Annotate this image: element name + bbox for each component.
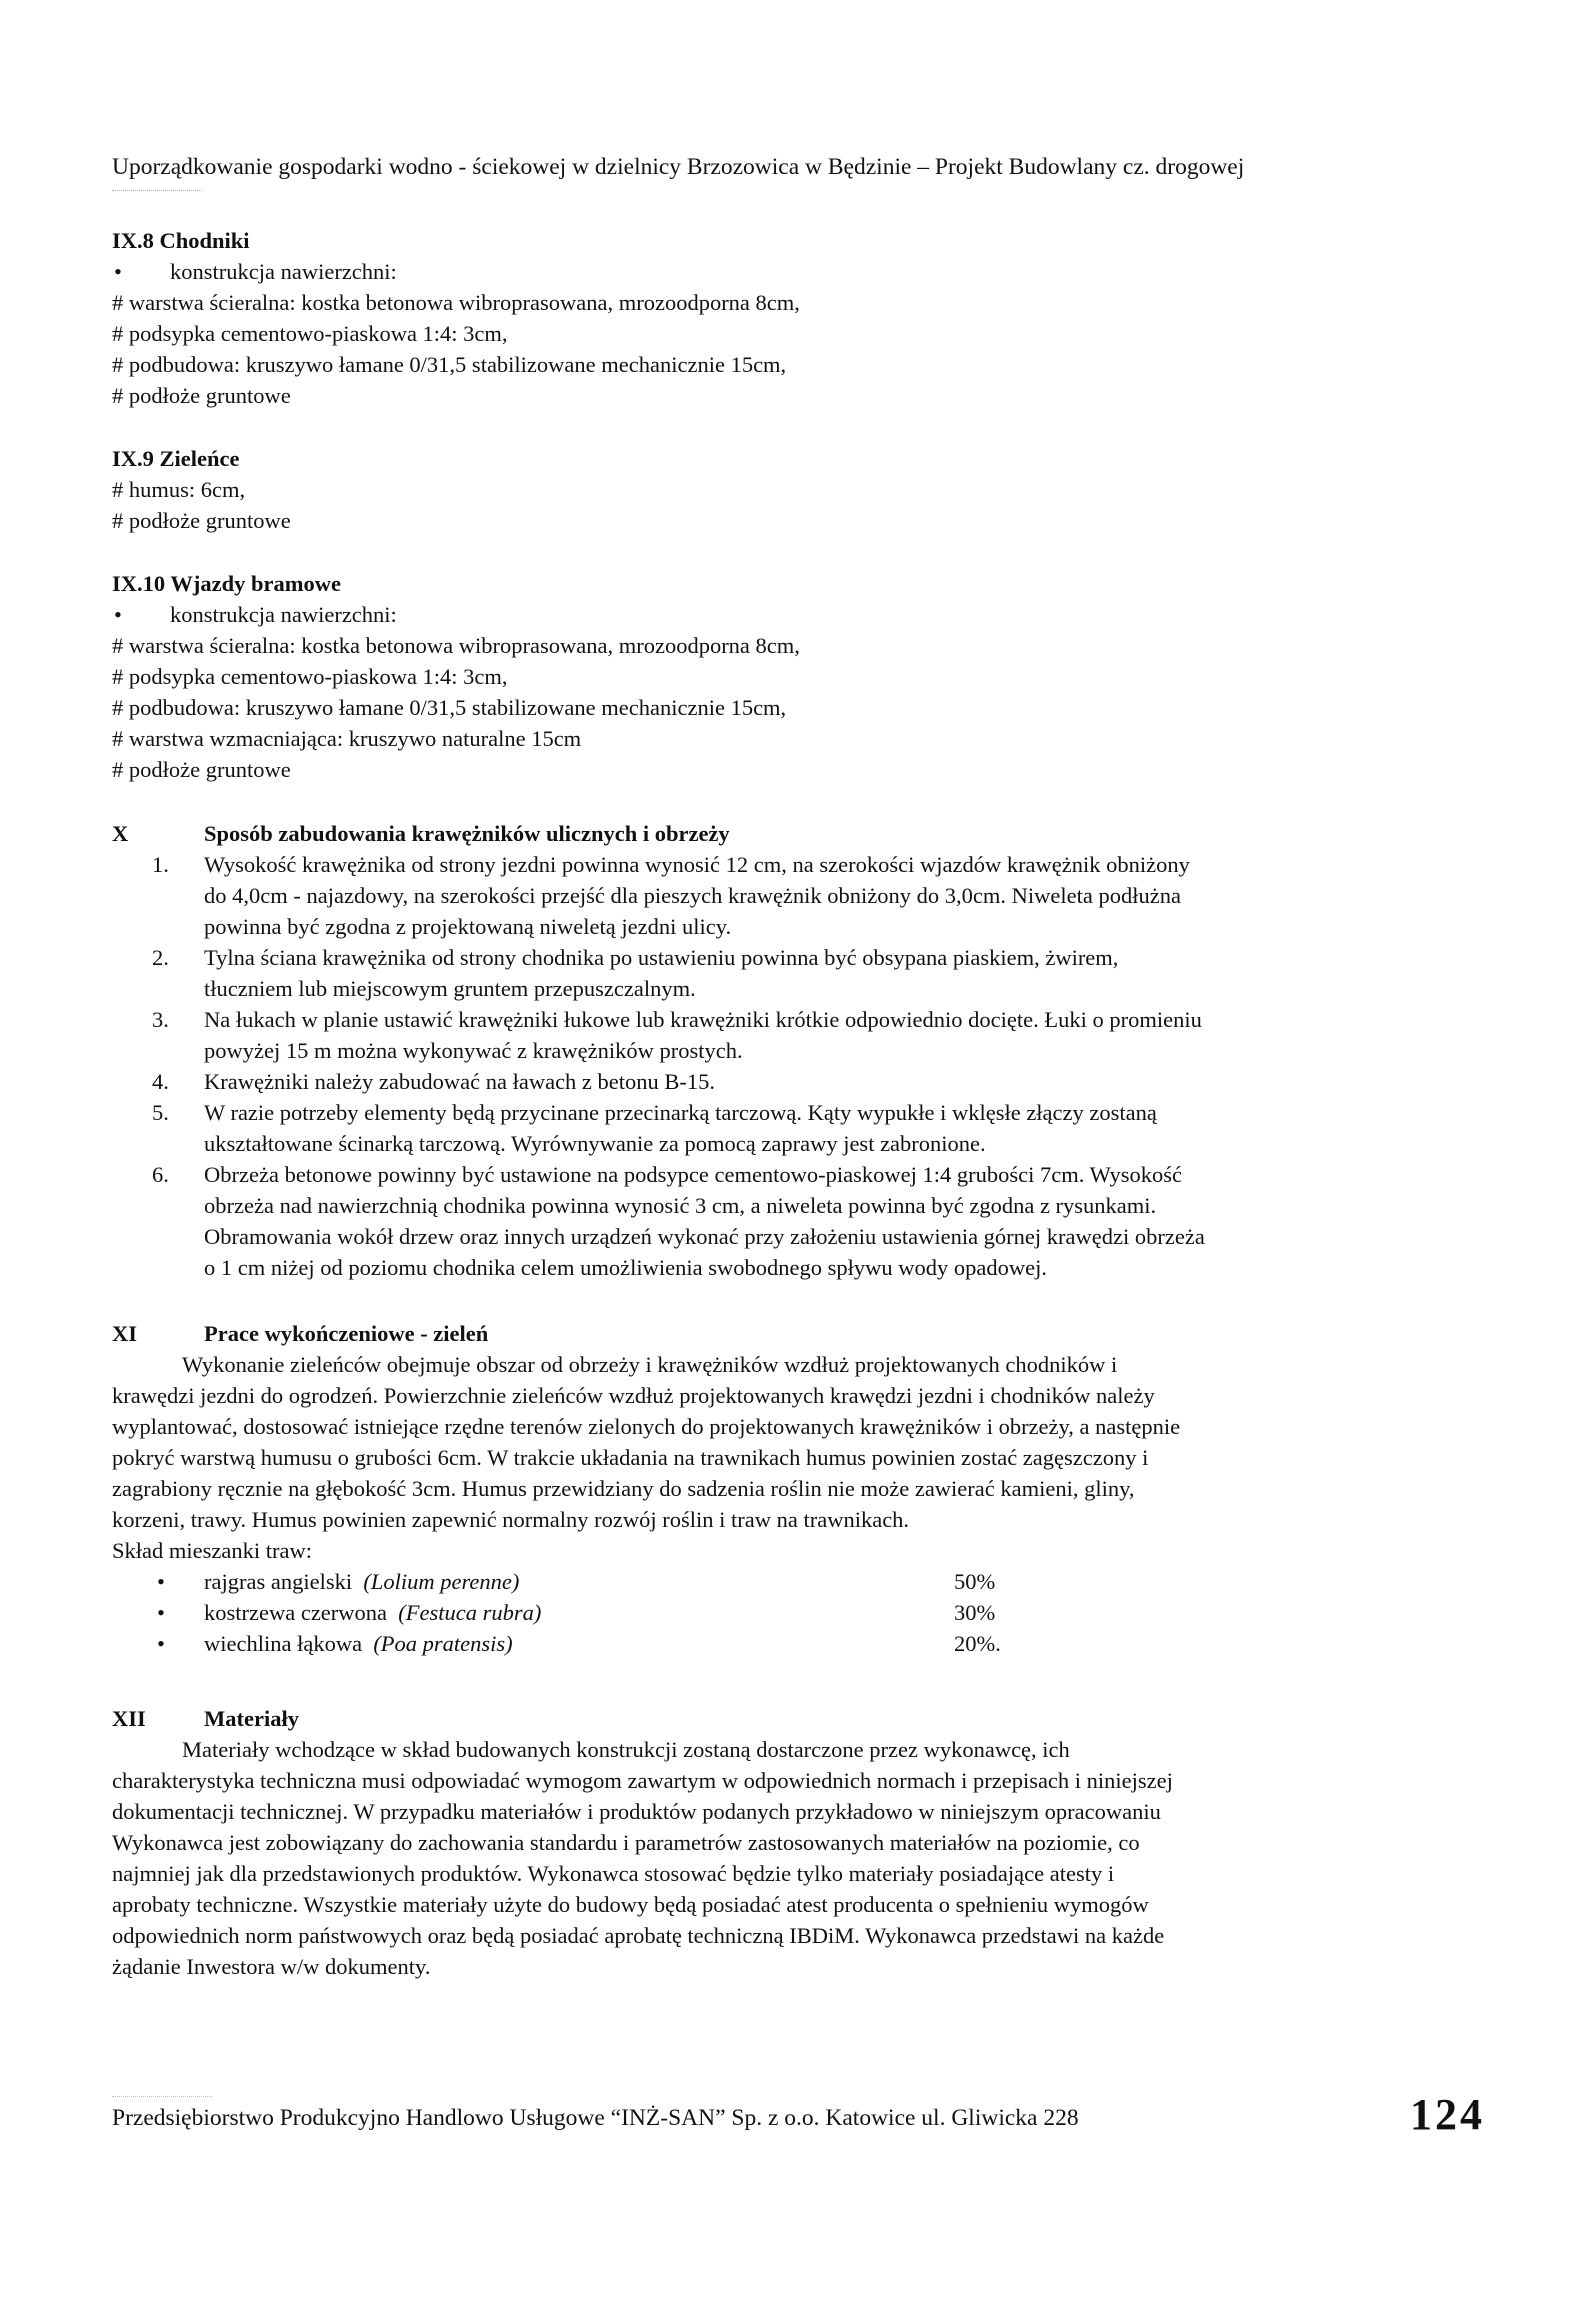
section-xii-number: XII [112,1706,146,1731]
paragraph-line: Wykonawca jest zobowiązany do zachowania standardu i parametrów zastosowanych materiałów na poziomie, co [112,1830,1140,1855]
list-item [112,1066,1492,1097]
list-item-line: ukształtowane ścinarką tarczową. Wyrównywanie za pomocą zaprawy jest zabronione. [204,1131,986,1156]
paragraph-line: Wykonanie zieleńców obejmuje obszar od obrzeży i krawężników wzdłuż projektowanych chodników i [182,1352,1118,1377]
footer-rule [112,2096,212,2097]
list-item-line: Obrzeża betonowe powinny być ustawione na podsypce cementowo-piaskowej 1:4 grubości 7cm. Wysokość [204,1162,1182,1187]
section-ix10-line: # warstwa wzmacniająca: kruszywo naturalne 15cm [112,726,582,751]
list-item-line: obrzeża nad nawierzchnią chodnika powinna wynosić 3 cm, a niweleta powinna być zgodna z rysunkami. [204,1193,1157,1218]
bullet-icon: • [157,1600,165,1625]
list-item [112,942,1492,1004]
list-item-line: Krawężniki należy zabudować na ławach z betonu B-15. [204,1069,716,1094]
section-x [112,818,1492,1283]
list-item [112,1159,1492,1283]
list-item-line: W razie potrzeby elementy będą przycinane przecinarką tarczową. Kąty wypukłe i wklęsłe złączy zostaną [204,1100,1157,1125]
paragraph-line: pokryć warstwą humusu o grubości 6cm. W trakcie układania na trawnikach humus powinien zostać zagęszczony i [112,1445,1149,1470]
list-item-line: Tylna ściana krawężnika od strony chodnika po ustawieniu powinna być obsypana piaskiem, żwirem, [204,945,1119,970]
bullet-icon: • [157,1569,165,1594]
list-item-number: 5. [152,1100,169,1125]
section-xi-number: XI [112,1321,138,1346]
section-ix10-line: # warstwa ścieralna: kostka betonowa wibroprasowana, mrozoodporna 8cm, [112,633,800,658]
paragraph-line: korzeni, trawy. Humus powinien zapewnić normalny rozwój roślin i traw na trawnikach. [112,1507,910,1532]
list-item-line: do 4,0cm - najazdowy, na szerokości przejść dla pieszych krawężnik obniżony do 3,0cm. Niweleta podłużna [204,883,1181,908]
grass-percentage: 20%. [954,1631,1001,1656]
grass-common-name: wiechlina łąkowa [204,1631,363,1656]
paragraph-line: wyplantować, dostosować istniejące rzędne terenów zielonych do projektowanych krawężników i obrzeży, a następnie [112,1414,1181,1439]
section-xi-title: Prace wykończeniowe - zieleń [204,1321,489,1346]
section-ix9-line: # podłoże gruntowe [112,508,291,533]
header-rule [112,190,202,192]
grass-common-name: kostrzewa czerwona [204,1600,388,1625]
bullet-icon: • [157,1631,165,1656]
section-ix10-line: # podbudowa: kruszywo łamane 0/31,5 stabilizowane mechanicznie 15cm, [112,695,787,720]
section-xii-heading [112,1703,1492,1734]
section-x-heading [112,818,1492,849]
list-item-number: 4. [152,1069,169,1094]
paragraph-line: odpowiednich norm państwowych oraz będą posiadać aprobatę techniczną IBDiM. Wykonawca przedstawi na każde [112,1923,1165,1948]
section-x-title: Sposób zabudowania krawężników ulicznych i obrzeży [204,821,730,846]
grass-percentage: 50% [954,1569,996,1594]
list-item-number: 1. [152,852,169,877]
paragraph-line: krawędzi jezdni do ogrodzeń. Powierzchnie zieleńców wzdłuż projektowanych krawędzi jezdni i chodników należy [112,1383,1155,1408]
paragraph-line: aprobaty techniczne. Wszystkie materiały użyte do budowy będą posiadać atest producenta o spełnieniu wymogów [112,1892,1149,1917]
section-ix9-line: # humus: 6cm, [112,477,246,502]
grass-common-name: rajgras angielski [204,1569,353,1594]
section-xii [112,1703,1492,1982]
grass-percentage: 30% [954,1600,996,1625]
list-item-line: Wysokość krawężnika od strony jezdni powinna wynosić 12 cm, na szerokości wjazdów krawężnik obniżony [204,852,1190,877]
section-ix9-title: IX.9 Zieleńce [112,446,240,471]
section-ix10-line: # podsypka cementowo-piaskowa 1:4: 3cm, [112,664,508,689]
page-number: 124 [1410,2090,1485,2139]
list-item [112,1097,1492,1159]
list-item-number: 6. [152,1162,169,1187]
list-item [112,1004,1492,1066]
section-x-number: X [112,821,129,846]
grass-name [204,1597,541,1628]
section-xii-paragraph [112,1734,1492,1982]
list-item-number: 3. [152,1007,169,1032]
paragraph-line: zagrabiony ręcznie na głębokość 3cm. Humus przewidziany do sadzenia roślin nie może zawierać kamieni, gliny, [112,1476,1135,1501]
grass-latin-name: (Festuca rubra) [398,1600,542,1625]
section-ix10-line: # podłoże gruntowe [112,757,291,782]
paragraph-line: Materiały wchodzące w skład budowanych konstrukcji zostaną dostarczone przez wykonawcę, ich [182,1737,1070,1762]
list-item-line: powyżej 15 m można wykonywać z krawężników prostych. [204,1038,743,1063]
list-item-line: o 1 cm niżej od poziomu chodnika celem umożliwienia swobodnego spływu wody opadowej. [204,1255,1047,1280]
section-xi-heading [112,1318,1492,1349]
grass-latin-name: (Lolium perenne) [363,1569,520,1594]
list-item-line: Na łukach w planie ustawić krawężniki łukowe lub krawężniki krótkie odpowiednio docięte. Łuki o promieniu [204,1007,1202,1032]
list-item-line: Obramowania wokół drzew oraz innych urządzeń wykonać przy założeniu ustawienia górnej krawędzi obrzeża [204,1224,1205,1249]
section-ix8-line: # podbudowa: kruszywo łamane 0/31,5 stabilizowane mechanicznie 15cm, [112,352,787,377]
section-ix8 [112,225,1492,411]
grass-name [204,1628,513,1659]
grass-mix-label: Skład mieszanki traw: [112,1538,312,1563]
grass-item [112,1566,1492,1597]
section-ix10-bullet: • konstrukcja nawierzchni: [112,599,1492,630]
section-xi-paragraph [112,1349,1492,1566]
paragraph-line: najmniej jak dla przedstawionych produktów. Wykonawca stosować będzie tylko materiały posiadające atesty i [112,1861,1115,1886]
section-ix10-title: IX.10 Wjazdy bramowe [112,571,341,596]
section-ix10 [112,568,1492,785]
list-item-line: tłuczniem lub miejscowym gruntem przepuszczalnym. [204,976,696,1001]
section-xii-title: Materiały [204,1706,299,1731]
section-ix8-line: # podłoże gruntowe [112,383,291,408]
grass-mix-list [112,1566,1492,1659]
page-footer: Przedsiębiorstwo Produkcyjno Handlowo Usługowe “INŻ-SAN” Sp. z o.o. Katowice ul. Gliwicka 228 [112,2105,1079,2131]
section-ix8-line: # warstwa ścieralna: kostka betonowa wibroprasowana, mrozoodporna 8cm, [112,290,800,315]
section-x-list [112,849,1492,1283]
paragraph-line: żądanie Inwestora w/w dokumenty. [112,1954,431,1979]
section-ix8-bullet: • konstrukcja nawierzchni: [112,256,1492,287]
grass-item [112,1597,1492,1628]
paragraph-line: charakterystyka techniczna musi odpowiadać wymogom zawartym w odpowiednich normach i przepisach i niniejszej [112,1768,1173,1793]
list-item [112,849,1492,942]
list-item-line: powinna być zgodna z projektowaną niweletą jezdni ulicy. [204,914,732,939]
grass-item [112,1628,1492,1659]
page-header: Uporządkowanie gospodarki wodno - ściekowej w dzielnicy Brzozowica w Będzinie – Projekt Budowlany cz. drogowej [112,154,1245,180]
section-ix8-title: IX.8 Chodniki [112,228,250,253]
section-ix9 [112,443,1492,536]
grass-latin-name: (Poa pratensis) [373,1631,513,1656]
section-ix8-line: # podsypka cementowo-piaskowa 1:4: 3cm, [112,321,508,346]
list-item-number: 2. [152,945,169,970]
section-xi [112,1318,1492,1659]
grass-name [204,1566,519,1597]
paragraph-line: dokumentacji technicznej. W przypadku materiałów i produktów podanych przykładowo w niniejszym opracowaniu [112,1799,1161,1824]
